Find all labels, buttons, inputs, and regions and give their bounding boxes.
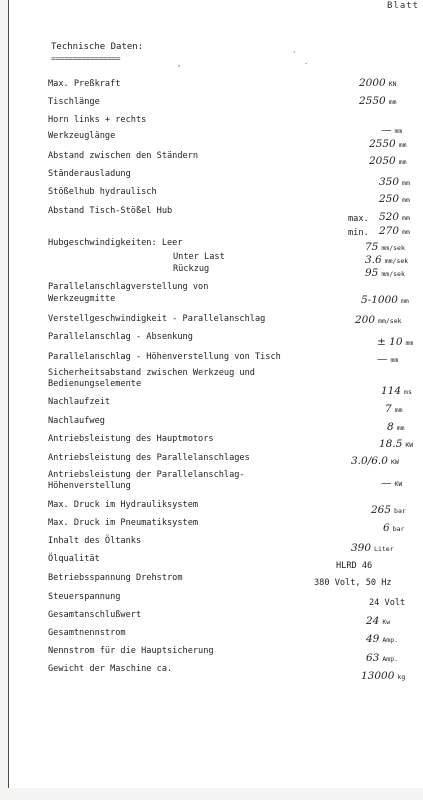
spec-value-row — [379, 225, 410, 237]
spec-value: 114 — [381, 385, 402, 397]
spec-value: 49 — [366, 633, 380, 645]
spec-value-row — [371, 504, 406, 516]
spec-unit: mm — [402, 179, 410, 187]
spec-value-row — [381, 477, 402, 489]
spec-prefix: max. — [348, 214, 369, 224]
spec-plain-value: 380 Volt, 50 Hz — [314, 578, 392, 588]
spec-value-row — [366, 633, 398, 645]
spec-value: 390 — [351, 542, 372, 554]
spec-label: Antriebsleistung des Hauptmotors — [48, 434, 214, 444]
page-corner-label: Blatt — [387, 1, 420, 11]
spec-value-row — [381, 385, 412, 397]
spec-unit: Kw — [382, 618, 391, 626]
spec-label: Antriebsleistung des Parallelanschlages — [48, 453, 250, 463]
spec-plain-value: 24 Volt — [369, 598, 406, 608]
spec-label: Antriebsleistung der Parallelanschlag- — [48, 470, 245, 480]
spec-sublabel: Unter Last — [173, 252, 225, 262]
spec-value: 75 — [365, 241, 379, 253]
spec-label: Betriebsspannung Drehstrom — [48, 573, 183, 583]
spec-unit: mm — [396, 424, 405, 432]
spec-value: 2550 — [369, 138, 396, 150]
spec-label: Sicherheitsabstand zwischen Werkzeug und — [48, 368, 255, 378]
spec-value-row — [359, 77, 397, 89]
spec-value: 8 — [387, 421, 394, 433]
spec-unit: mm — [402, 228, 410, 236]
spec-value-row — [359, 95, 397, 107]
spec-value-row — [385, 403, 403, 415]
spec-value-row — [369, 155, 407, 167]
spec-value: 270 — [379, 225, 400, 237]
spec-value: 2000 — [359, 77, 386, 89]
spec-value: 2550 — [359, 95, 386, 107]
spec-label: Nachlaufweg — [48, 416, 105, 426]
spec-value-row — [379, 193, 410, 205]
spec-plain-value: HLRD 46 — [336, 561, 373, 571]
spec-unit: Liter — [374, 545, 394, 553]
spec-unit: Amp. — [382, 636, 399, 644]
spec-unit: KW — [405, 441, 414, 449]
spec-value-row — [381, 124, 402, 136]
spec-label: Max. Druck im Pneumatiksystem — [48, 518, 199, 528]
spec-unit: KN — [388, 80, 397, 88]
spec-value: — — [377, 353, 388, 365]
spec-unit: mm — [398, 141, 407, 149]
spec-unit: bar — [394, 507, 406, 515]
spec-unit: KW — [390, 458, 399, 466]
spec-value-row — [361, 670, 405, 682]
spec-label: Parallelanschlagverstellung von — [48, 282, 209, 292]
spec-label: Ölqualität — [48, 554, 100, 564]
spec-value-row — [379, 176, 410, 188]
spec-label: Abstand zwischen den Ständern — [48, 151, 199, 161]
spec-value: 7 — [385, 403, 392, 415]
spec-value-row — [379, 211, 410, 223]
spec-label: Max. Preßkraft — [48, 79, 121, 89]
spec-unit: mm — [394, 127, 403, 135]
spec-value-row — [365, 254, 408, 266]
scan-mark: . — [304, 58, 309, 66]
spec-value: 520 — [379, 211, 400, 223]
spec-value: 18.5 — [379, 438, 403, 450]
spec-value-row — [366, 615, 390, 627]
spec-unit: KW — [394, 480, 403, 488]
spec-label: Verstellgeschwindigkeit - Parallelanschlag — [48, 314, 266, 324]
spec-label: Nachlaufzeit — [48, 397, 111, 407]
spec-label: Ständerausladung — [48, 169, 131, 179]
spec-label: Inhalt des Öltanks — [48, 536, 142, 546]
spec-unit: mm/sek — [384, 257, 409, 265]
spec-label: Gesamtanschlußwert — [48, 610, 142, 620]
spec-unit: mm — [388, 98, 397, 106]
spec-value-row — [361, 294, 409, 306]
spec-sublabel: Rückzug — [173, 264, 210, 274]
spec-value-row — [351, 455, 399, 467]
spec-value-row — [387, 421, 405, 433]
document-page — [8, 0, 423, 788]
spec-label: Höhenverstellung — [48, 481, 131, 491]
scan-mark: ' — [292, 50, 297, 58]
spec-unit: mm — [394, 406, 403, 414]
spec-unit: mm/sek — [378, 317, 402, 325]
spec-unit: mm — [398, 158, 407, 166]
spec-unit: mm — [390, 356, 399, 364]
spec-unit: kg — [397, 673, 406, 681]
spec-label: Max. Druck im Hydrauliksystem — [48, 500, 199, 510]
spec-label: Bedienungselemente — [48, 379, 142, 389]
spec-label: Werkzeugmitte — [48, 294, 116, 304]
spec-value: 3.6 — [365, 254, 382, 266]
spec-value: — — [381, 477, 392, 489]
spec-unit: Amp. — [382, 655, 399, 663]
spec-unit: ms — [404, 388, 412, 396]
spec-unit: mm — [400, 297, 409, 305]
spec-value: 6 — [383, 522, 390, 534]
spec-label: Gewicht der Maschine ca. — [48, 664, 173, 674]
spec-value: 250 — [379, 193, 400, 205]
spec-value-row — [365, 241, 405, 253]
spec-value-row — [379, 438, 413, 450]
spec-label: Parallelanschlag - Höhenverstellung von Tisch — [48, 352, 281, 362]
spec-value-row — [366, 652, 398, 664]
spec-value: 265 — [371, 504, 392, 516]
spec-unit: mm — [405, 339, 414, 347]
spec-value-row — [383, 522, 404, 534]
spec-label: Horn links + rechts — [48, 115, 147, 125]
spec-value: ± 10 — [377, 336, 403, 348]
title-underline: ================ — [51, 54, 121, 63]
spec-prefix: min. — [348, 228, 369, 238]
spec-value-row — [355, 314, 402, 326]
spec-value: 24 — [366, 615, 380, 627]
spec-unit: mm/sek — [381, 244, 405, 252]
spec-label: Tischlänge — [48, 97, 100, 107]
spec-unit: bar — [392, 525, 405, 533]
spec-value: — — [381, 124, 392, 136]
spec-value: 95 — [365, 267, 379, 279]
spec-value-row — [351, 542, 394, 554]
spec-value-row — [365, 267, 405, 279]
spec-label: Parallelanschlag - Absenkung — [48, 332, 193, 342]
spec-value: 3.0/6.0 — [351, 455, 388, 467]
spec-value: 2050 — [369, 155, 396, 167]
spec-value-row — [377, 336, 413, 348]
spec-label: Gesamtnennstrom — [48, 628, 126, 638]
spec-value: 63 — [366, 652, 380, 664]
spec-value: 13000 — [361, 670, 395, 682]
spec-label: Abstand Tisch-Stößel Hub — [48, 206, 173, 216]
spec-value: 5-1000 — [361, 294, 398, 306]
spec-label: Hubgeschwindigkeiten: Leer — [48, 238, 183, 248]
spec-label: Werkzeuglänge — [48, 131, 116, 141]
document-title: Technische Daten: — [51, 42, 144, 52]
scan-mark: , — [177, 60, 182, 68]
spec-unit: mm — [402, 214, 410, 222]
spec-unit: mm — [402, 196, 410, 204]
spec-unit: mm/sek — [381, 270, 405, 278]
spec-value: 350 — [379, 176, 400, 188]
spec-label: Stößelhub hydraulisch — [48, 187, 157, 197]
spec-label: Nennstrom für die Hauptsicherung — [48, 646, 214, 656]
spec-value-row — [369, 138, 407, 150]
spec-value-row — [377, 353, 398, 365]
spec-value: 200 — [355, 314, 376, 326]
spec-label: Steuerspannung — [48, 592, 121, 602]
